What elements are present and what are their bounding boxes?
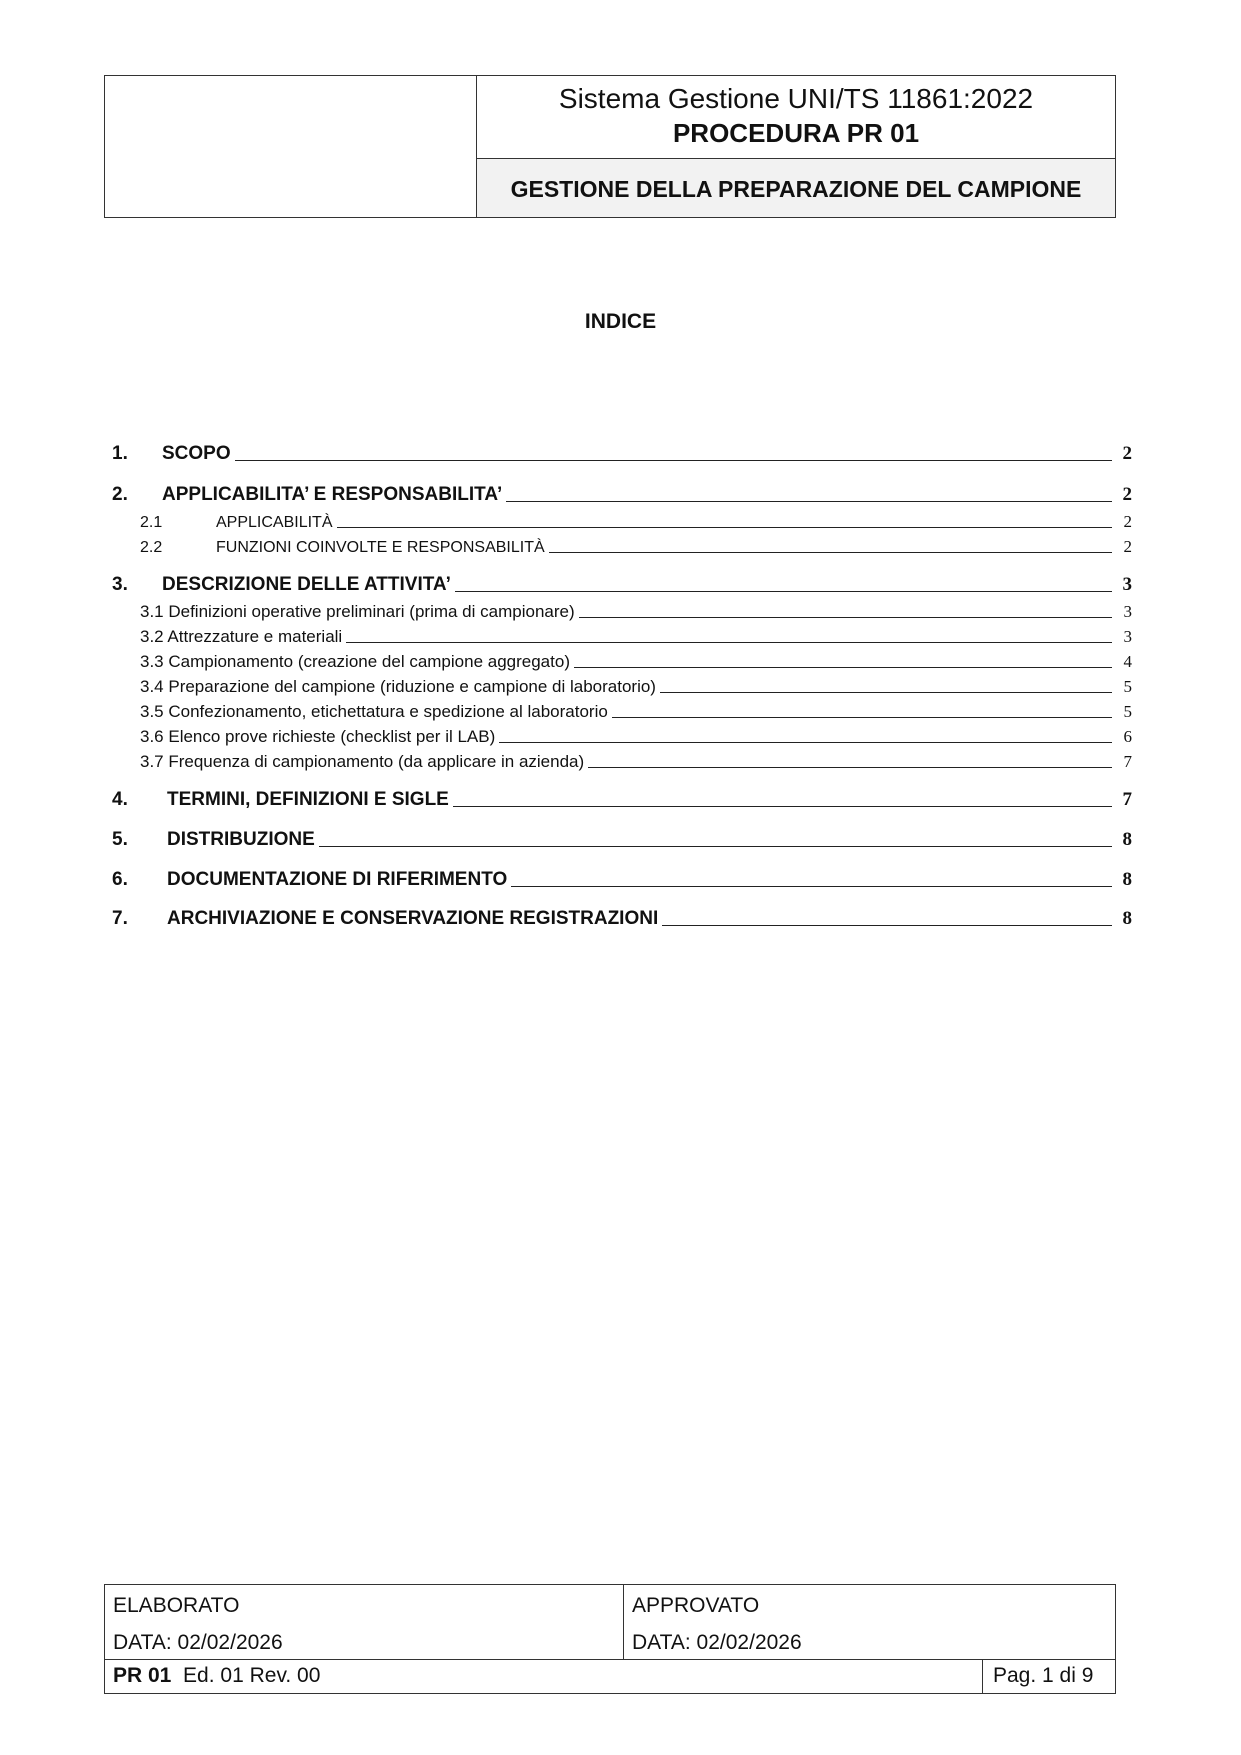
toc-entry-3-4[interactable] [112,673,1132,697]
toc-page: 8 [1122,829,1132,850]
procedure-subject: GESTIONE DELLA PREPARAZIONE DEL CAMPIONE [477,159,1115,217]
toc-title: DISTRIBUZIONE [167,829,315,850]
toc-number: 5. [112,829,128,850]
toc-leader [337,526,1113,528]
toc-entry-3-2[interactable] [112,623,1132,647]
toc-title: 3.7 Frequenza di campionamento (da applicare in azienda) [140,752,585,771]
index-title: INDICE [584,310,657,333]
toc-leader [319,845,1112,847]
toc-leader [612,716,1112,718]
toc-leader [455,590,1112,592]
toc-leader [579,616,1112,618]
toc-page: 5 [1123,702,1132,721]
document-footer [104,1584,1116,1694]
toc-entry-2-2[interactable] [112,533,1132,557]
toc-leader [506,500,1112,502]
document-code-cell [105,1660,983,1693]
toc-page: 3 [1122,574,1132,595]
toc-number: 1. [112,443,128,464]
toc-title: 3.2 Attrezzature e materiali [140,627,343,646]
approvato-date: DATA: 02/02/2026 [632,1631,802,1654]
toc-page: 2 [1122,443,1132,464]
toc-entry-6[interactable] [112,867,1132,891]
toc-leader [662,924,1112,926]
toc-leader [453,805,1112,807]
toc-title: SCOPO [162,443,231,464]
toc-entry-2[interactable] [112,482,1132,506]
toc-entry-3[interactable] [112,572,1132,596]
toc-entry-5[interactable] [112,827,1132,851]
toc-title: 3.6 Elenco prove richieste (checklist per il LAB) [140,727,496,746]
toc-title: 3.5 Confezionamento, etichettatura e spedizione al laboratorio [140,702,608,721]
toc-leader [574,666,1112,668]
toc-number: 2.1 [140,514,163,531]
toc-page: 3 [1123,627,1132,646]
elaborato-date: DATA: 02/02/2026 [113,1631,283,1654]
document-header [104,75,1116,218]
toc-number: 2. [112,484,128,505]
toc-entry-2-1[interactable] [112,508,1132,532]
toc-title: ARCHIVIAZIONE E CONSERVAZIONE REGISTRAZIONI [167,908,659,929]
toc-entry-3-6[interactable] [112,723,1132,747]
toc-entry-3-3[interactable] [112,648,1132,672]
toc-title: APPLICABILITÀ [216,514,333,531]
approvato-cell [624,1585,1115,1660]
toc-title: 3.1 Definizioni operative preliminari (prima di campionare) [140,602,575,621]
toc-page: 2 [1122,484,1132,505]
approvato-label: APPROVATO [632,1594,760,1617]
toc-entry-4[interactable] [112,787,1132,811]
toc-title: FUNZIONI COINVOLTE E RESPONSABILITÀ [216,539,545,556]
toc-entry-1[interactable] [112,441,1132,465]
title-cell [477,76,1115,159]
toc-number: 2.2 [140,539,163,556]
toc-leader [235,459,1112,461]
toc-leader [499,741,1112,743]
elaborato-cell [105,1585,624,1660]
toc-page: 2 [1123,512,1132,531]
procedure-title: PROCEDURA PR 01 [672,118,920,148]
toc-entry-3-7[interactable] [112,748,1132,772]
toc-page: 2 [1123,537,1132,556]
document-edition: Ed. 01 Rev. 00 [183,1664,321,1687]
toc-title: 3.3 Campionamento (creazione del campione aggregato) [140,652,570,671]
toc-leader [660,691,1112,693]
toc-leader [588,766,1112,768]
toc-title: DESCRIZIONE DELLE ATTIVITA’ [162,574,451,595]
toc-entry-3-5[interactable] [112,698,1132,722]
toc-page: 3 [1123,602,1132,621]
toc-number: 6. [112,869,128,890]
system-title: Sistema Gestione UNI/TS 11861:2022 [558,83,1034,114]
toc-entry-7[interactable] [112,906,1132,930]
toc-page: 5 [1123,677,1132,696]
toc-page: 7 [1122,789,1132,810]
toc-number: 3. [112,574,128,595]
elaborato-label: ELABORATO [113,1594,240,1617]
toc-page: 8 [1122,908,1132,929]
toc-title: APPLICABILITA’ E RESPONSABILITA’ [162,484,503,505]
toc-page: 4 [1123,652,1132,671]
toc-page: 7 [1123,752,1132,771]
toc-title: DOCUMENTAZIONE DI RIFERIMENTO [167,869,508,890]
toc-entry-3-1[interactable] [112,598,1132,622]
toc-number: 7. [112,908,128,929]
toc-leader [549,551,1112,553]
toc-page: 6 [1123,727,1132,746]
toc-leader [511,885,1112,887]
page-number: Pag. 1 di 9 [993,1664,1094,1687]
logo-cell [105,76,477,217]
toc-number: 4. [112,789,128,810]
document-code: PR 01 [113,1664,172,1687]
toc-title: 3.4 Preparazione del campione (riduzione e campione di laboratorio) [140,677,656,696]
toc-page: 8 [1122,869,1132,890]
toc-title: TERMINI, DEFINIZIONI E SIGLE [167,789,449,810]
toc-leader [346,641,1112,643]
